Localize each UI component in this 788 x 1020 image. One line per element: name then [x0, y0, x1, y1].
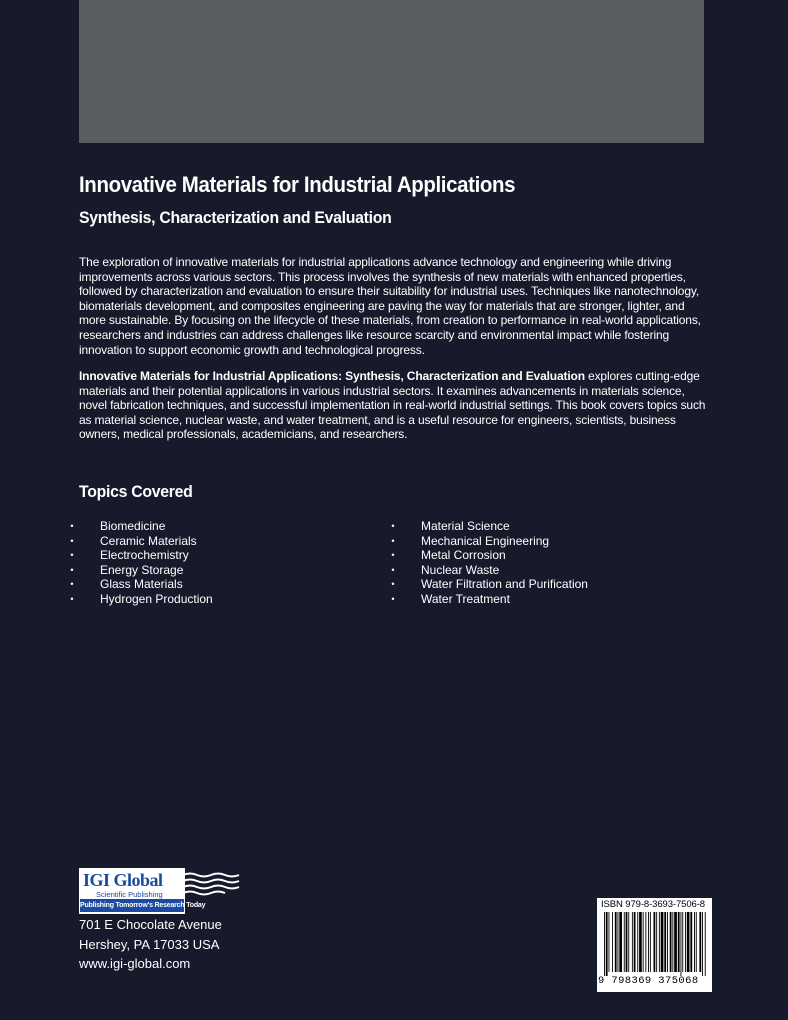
isbn-label: ISBN 979-8-3693-7506-8 — [601, 899, 705, 910]
topic-label: Hydrogen Production — [100, 591, 213, 606]
barcode-bar — [639, 912, 642, 972]
isbn-barcode — [597, 898, 712, 992]
topic-label: Electrochemistry — [100, 548, 189, 562]
book-subtitle: Synthesis, Characterization and Evaluation — [79, 208, 392, 227]
logo-box — [79, 868, 206, 914]
barcode-bar — [643, 912, 644, 972]
topic-label: Water Filtration and Purification — [421, 577, 588, 591]
topic-label: Ceramic Materials — [100, 533, 197, 548]
topic-label: Material Science — [421, 519, 510, 533]
barcode-bar — [694, 912, 695, 972]
logo-waves-icon — [183, 872, 241, 896]
list-item — [387, 563, 588, 578]
bullet-icon: • — [70, 535, 74, 546]
barcode-bars-icon — [602, 912, 707, 976]
barcode-bar — [656, 912, 657, 972]
list-item — [66, 563, 213, 578]
topics-list-right — [387, 519, 588, 606]
barcode-bar — [612, 912, 613, 972]
list-item — [387, 534, 588, 549]
publisher-logo — [79, 868, 241, 914]
description-book-title-bold: Innovative Materials for Industrial Applications: Synthesis, Characterization and Evaluation — [79, 369, 585, 383]
topic-label: Metal Corrosion — [421, 548, 506, 562]
barcode-bar — [685, 912, 686, 972]
barcode-bar — [615, 912, 617, 972]
bullet-icon: • — [391, 550, 395, 560]
book-title: Innovative Materials for Industrial Applications — [79, 172, 516, 197]
barcode-bar — [626, 912, 628, 972]
list-item — [66, 592, 213, 607]
list-item — [387, 519, 588, 534]
barcode-bar — [624, 912, 625, 972]
barcode-bar — [618, 912, 619, 972]
barcode-bar — [682, 912, 683, 972]
topic-label: Mechanical Engineering — [421, 533, 550, 548]
publisher-website: www.igi-global.com — [79, 956, 191, 971]
topic-label: Nuclear Waste — [421, 562, 500, 577]
barcode-bar — [648, 912, 649, 972]
topic-label: Biomedicine — [100, 519, 166, 533]
barcode-bar — [678, 912, 680, 972]
bullet-icon: • — [391, 579, 395, 589]
barcode-bar — [637, 912, 638, 972]
bullet-icon: • — [70, 593, 74, 604]
barcode-bar — [670, 912, 672, 972]
bullet-icon: • — [391, 564, 395, 575]
barcode-bar — [659, 912, 660, 972]
barcode-bar — [681, 912, 682, 976]
bullet-icon: • — [70, 521, 74, 531]
bullet-icon: • — [391, 593, 395, 604]
list-item — [66, 548, 213, 563]
barcode-bar — [690, 912, 692, 972]
barcode-digits: 9 798369 375068 — [598, 975, 699, 987]
barcode-bar — [674, 912, 677, 972]
topics-heading: Topics Covered — [79, 482, 193, 501]
barcode-bar — [634, 912, 636, 972]
bullet-icon: • — [391, 521, 395, 531]
barcode-bar — [667, 912, 668, 972]
bullet-icon: • — [391, 535, 395, 546]
cover-image-placeholder — [79, 0, 704, 143]
bullet-icon: • — [70, 579, 74, 589]
list-item — [387, 592, 588, 607]
topic-label: Energy Storage — [100, 562, 184, 577]
barcode-bar — [632, 912, 633, 972]
list-item — [66, 519, 213, 534]
address-line-2: Hershey, PA 17033 USA — [79, 936, 220, 952]
barcode-bar — [699, 912, 701, 972]
topic-label: Glass Materials — [100, 577, 183, 591]
topic-label: Water Treatment — [421, 591, 510, 606]
publisher-address — [79, 915, 222, 974]
topics-list-left — [66, 519, 213, 606]
description-paragraph-2 — [79, 369, 707, 442]
list-item — [387, 577, 588, 592]
list-item — [66, 577, 213, 592]
barcode-bar — [696, 912, 697, 972]
bullet-icon: • — [70, 550, 74, 560]
list-item — [387, 548, 588, 563]
barcode-bar — [654, 912, 656, 972]
barcode-bar — [604, 912, 605, 976]
barcode-bar — [687, 912, 690, 972]
bullet-icon: • — [70, 564, 74, 575]
barcode-bar — [672, 912, 673, 972]
barcode-bar — [650, 912, 651, 972]
list-item — [66, 534, 213, 549]
barcode-bar — [606, 912, 608, 976]
barcode-bar — [619, 912, 622, 972]
logo-tagline: Publishing Tomorrow's Research Today — [80, 899, 184, 912]
description-paragraph-1: The exploration of innovative materials for industrial applications advance technology and engineering while driving improvements across various sectors. This process involves the synthesis of new materials with enhanced properties, followed by characterization and evaluation to ensure their suitability for industrial uses. Techniques like nanotechnology, biomaterials development, and composites engineering are paving the way for materials that are stronger, lighter, and more sustainable. By focusing on the lifecycle of these materials, from creation to performance in real-world applications, researchers and industries can address challenges like resource scarcity and environmental impact while fostering innovation to support economic growth and technological progress. — [79, 255, 701, 357]
address-line-1: 701 E Chocolate Avenue — [79, 917, 222, 932]
logo-subtitle: Scientific Publishing — [96, 890, 163, 899]
barcode-bar — [645, 912, 646, 972]
barcode-bar — [702, 912, 703, 976]
barcode-bar — [609, 912, 610, 972]
logo-name: IGI Global — [83, 870, 163, 890]
description-paragraph-2-text: explores cutting-edge materials and their potential applications in various industrial sectors. It examines advancements in materials science, novel fabrication techniques, and successful implementation in real-world industrial settings. This book covers topics such as material science, nuclear waste, and water treatment, and is a useful resource for engineers, scientists, business owners, medical professionals, academicians, and researchers. — [79, 369, 706, 442]
barcode-bar — [661, 912, 664, 972]
barcode-bar — [628, 912, 629, 972]
barcode-bar — [705, 912, 706, 976]
barcode-bar — [664, 912, 666, 972]
